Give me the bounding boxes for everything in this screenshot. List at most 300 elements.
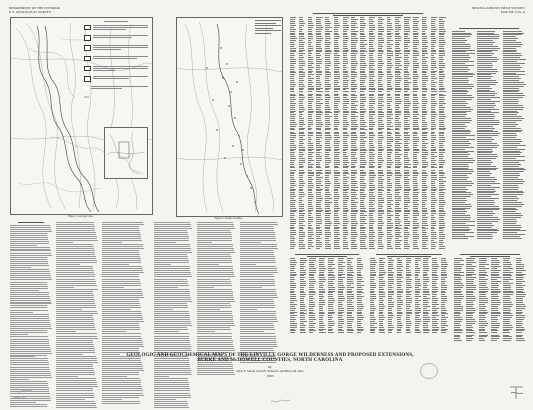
table-cell bbox=[395, 202, 399, 203]
table-cell bbox=[503, 63, 526, 64]
table-cell bbox=[431, 74, 436, 75]
text-line bbox=[10, 318, 49, 319]
text-line bbox=[197, 342, 233, 343]
text-line bbox=[154, 336, 189, 337]
table-cell bbox=[423, 275, 427, 276]
handwritten-annotation-left bbox=[12, 388, 34, 403]
table-cell bbox=[395, 246, 400, 247]
table-cell bbox=[290, 137, 296, 138]
table-cell bbox=[422, 183, 426, 184]
table-cell bbox=[413, 152, 419, 153]
table-cell bbox=[452, 202, 465, 203]
table-cell bbox=[379, 306, 385, 307]
text-line bbox=[56, 313, 98, 314]
table-cell bbox=[316, 132, 320, 133]
table-cell bbox=[432, 279, 438, 280]
table-cell bbox=[290, 143, 294, 144]
table-cell bbox=[325, 147, 331, 148]
table-cell bbox=[466, 312, 475, 313]
figure1-caption: Figure 1. Geologic map bbox=[68, 215, 93, 218]
table-cell bbox=[290, 114, 296, 115]
table-cell bbox=[357, 270, 361, 271]
table-cell bbox=[466, 292, 474, 293]
table-cell bbox=[378, 132, 383, 133]
table-cell bbox=[360, 158, 364, 159]
text-line bbox=[154, 252, 192, 253]
table-cell bbox=[477, 202, 495, 203]
text-line bbox=[154, 303, 187, 304]
table-cell bbox=[378, 198, 384, 199]
table-cell bbox=[439, 40, 445, 41]
table-cell bbox=[452, 124, 465, 125]
table-cell bbox=[477, 200, 493, 201]
table-cell bbox=[387, 217, 392, 218]
table-cell bbox=[357, 262, 361, 263]
text-line bbox=[197, 281, 231, 282]
table-cell bbox=[423, 304, 428, 305]
text-line bbox=[197, 232, 231, 233]
table-cell bbox=[431, 101, 437, 102]
table-cell bbox=[299, 145, 304, 146]
table-cell bbox=[360, 31, 364, 32]
table-cell bbox=[413, 84, 417, 85]
table-cell bbox=[503, 154, 520, 155]
handwriting-scribble bbox=[508, 384, 526, 402]
table-cell bbox=[351, 135, 357, 136]
table-cell bbox=[491, 338, 499, 339]
table-cell bbox=[290, 236, 294, 237]
table-cell bbox=[432, 321, 437, 322]
table-cell bbox=[290, 149, 296, 150]
table-cell bbox=[370, 272, 376, 273]
table-cell bbox=[479, 274, 486, 275]
table-cell bbox=[360, 109, 365, 110]
table-cell bbox=[378, 175, 384, 176]
table-cell bbox=[290, 315, 297, 316]
table-cell bbox=[431, 225, 436, 226]
table-cell bbox=[300, 274, 306, 275]
table-cell bbox=[351, 116, 357, 117]
table-cell bbox=[415, 281, 421, 282]
table-cell bbox=[360, 78, 366, 79]
table-cell bbox=[316, 116, 320, 117]
table-cell bbox=[387, 166, 391, 167]
table-cell bbox=[370, 287, 376, 288]
table-cell bbox=[477, 33, 493, 34]
table-cell bbox=[347, 327, 351, 328]
table-cell bbox=[439, 46, 443, 47]
table-cell bbox=[452, 101, 466, 102]
table-cell bbox=[404, 234, 410, 235]
table-cell bbox=[290, 152, 295, 153]
table-cell bbox=[404, 86, 409, 87]
table-cell bbox=[404, 76, 409, 77]
table-cell bbox=[452, 147, 474, 148]
table-cell bbox=[308, 48, 314, 49]
table-cell bbox=[432, 302, 437, 303]
table-cell bbox=[413, 21, 419, 22]
table-cell bbox=[387, 107, 391, 108]
table-cell bbox=[290, 99, 296, 100]
table-cell bbox=[360, 34, 365, 35]
table-cell bbox=[379, 332, 386, 333]
table-cell bbox=[479, 300, 489, 301]
table-cell bbox=[357, 310, 362, 311]
table-cell bbox=[477, 169, 495, 170]
text-line bbox=[240, 244, 277, 245]
table-cell bbox=[316, 128, 320, 129]
table-cell bbox=[479, 289, 489, 290]
text-line bbox=[56, 390, 93, 391]
table-cell bbox=[378, 112, 384, 113]
table-cell bbox=[431, 126, 437, 127]
table-cell bbox=[299, 141, 304, 142]
table-cell bbox=[466, 283, 473, 284]
table-cell bbox=[477, 116, 495, 117]
text-line bbox=[154, 315, 190, 316]
table-cell bbox=[439, 242, 443, 243]
table-cell bbox=[378, 162, 383, 163]
table-cell bbox=[343, 190, 347, 191]
text-line bbox=[197, 344, 233, 345]
table-cell bbox=[387, 232, 391, 233]
table-cell bbox=[343, 143, 347, 144]
table-cell bbox=[379, 289, 384, 290]
table-cell bbox=[413, 23, 418, 24]
table-cell bbox=[309, 325, 314, 326]
table-cell bbox=[395, 145, 400, 146]
table-cell bbox=[413, 126, 419, 127]
table-cell bbox=[491, 323, 499, 324]
table-cell bbox=[395, 118, 399, 119]
text-line bbox=[154, 305, 188, 306]
table-cell bbox=[387, 187, 392, 188]
table-cell bbox=[316, 187, 320, 188]
table-cell bbox=[406, 279, 413, 280]
table-cell bbox=[395, 234, 400, 235]
table-cell bbox=[369, 225, 373, 226]
table-cell bbox=[395, 242, 400, 243]
table-cell bbox=[452, 130, 470, 131]
table-cell bbox=[316, 223, 322, 224]
table-cell bbox=[404, 173, 409, 174]
table-cell bbox=[360, 118, 364, 119]
text-line bbox=[240, 295, 277, 296]
table-cell bbox=[439, 156, 443, 157]
table-cell bbox=[300, 275, 305, 276]
table-cell bbox=[387, 246, 393, 247]
table-cell bbox=[325, 173, 330, 174]
table-cell bbox=[379, 291, 383, 292]
table-cell bbox=[452, 126, 467, 127]
table-cell bbox=[491, 300, 500, 301]
table-cell bbox=[351, 177, 355, 178]
table-cell bbox=[334, 29, 338, 30]
table-cell bbox=[431, 213, 436, 214]
table-cell bbox=[351, 84, 356, 85]
table-cell bbox=[466, 272, 473, 273]
table-cell bbox=[422, 84, 427, 85]
text-line bbox=[102, 274, 139, 275]
table-cell bbox=[387, 33, 393, 34]
table-cell bbox=[343, 150, 347, 151]
table-cell bbox=[423, 262, 428, 263]
table-cell bbox=[413, 107, 419, 108]
table-cell bbox=[479, 262, 487, 263]
table-cell bbox=[351, 101, 357, 102]
table-cell bbox=[308, 177, 312, 178]
table-cell bbox=[395, 152, 399, 153]
table-cell bbox=[309, 258, 316, 259]
table-cell bbox=[290, 88, 294, 89]
table-cell bbox=[360, 167, 365, 168]
table-cell bbox=[351, 141, 355, 142]
table-cell bbox=[503, 187, 520, 188]
table-cell bbox=[379, 304, 385, 305]
text-line bbox=[154, 399, 176, 400]
table-cell bbox=[300, 287, 304, 288]
table-cell bbox=[351, 248, 356, 249]
table-cell bbox=[404, 242, 408, 243]
table-cell bbox=[431, 236, 436, 237]
table-cell bbox=[369, 170, 374, 171]
table-cell bbox=[378, 17, 382, 18]
table-cell bbox=[369, 29, 375, 30]
table-cell bbox=[308, 129, 312, 130]
table-cell bbox=[360, 139, 364, 140]
table-cell bbox=[413, 137, 419, 138]
table-cell bbox=[466, 294, 473, 295]
text-line bbox=[56, 327, 95, 328]
table-cell bbox=[431, 51, 437, 52]
table-cell bbox=[503, 340, 511, 341]
table-cell bbox=[503, 298, 511, 299]
table-cell bbox=[343, 107, 348, 108]
table-cell bbox=[432, 266, 438, 267]
table-cell bbox=[360, 120, 365, 121]
table-cell bbox=[406, 285, 411, 286]
table-cell bbox=[316, 173, 322, 174]
table-cell bbox=[413, 149, 419, 150]
text-line bbox=[102, 338, 142, 339]
table-cell bbox=[319, 272, 324, 273]
table-cell bbox=[299, 38, 305, 39]
table-cell bbox=[379, 264, 384, 265]
table-cell bbox=[299, 105, 303, 106]
table-cell bbox=[423, 294, 430, 295]
table-cell bbox=[413, 145, 418, 146]
table-cell bbox=[290, 44, 295, 45]
table-cell bbox=[347, 313, 352, 314]
table-cell bbox=[406, 315, 410, 316]
table-cell bbox=[290, 302, 294, 303]
table-cell bbox=[347, 302, 353, 303]
table-cell bbox=[334, 145, 339, 146]
table-cell bbox=[439, 190, 443, 191]
table-cell bbox=[413, 105, 417, 106]
table-cell bbox=[334, 107, 338, 108]
table-cell bbox=[325, 143, 330, 144]
table-cell bbox=[299, 118, 304, 119]
table-cell bbox=[334, 202, 338, 203]
table-cell bbox=[439, 141, 445, 142]
table-cell bbox=[439, 34, 443, 35]
table-cell bbox=[388, 315, 394, 316]
table-cell bbox=[290, 31, 295, 32]
table-cell bbox=[369, 33, 374, 34]
table-cell bbox=[290, 319, 296, 320]
table-cell bbox=[360, 204, 364, 205]
table-cell bbox=[334, 152, 340, 153]
table-cell bbox=[378, 48, 382, 49]
table-cell bbox=[299, 48, 304, 49]
table-cell bbox=[308, 210, 313, 211]
table-cell bbox=[334, 57, 339, 58]
table-cell bbox=[308, 246, 314, 247]
table-cell bbox=[387, 234, 393, 235]
table-cell bbox=[413, 132, 417, 133]
table-cell bbox=[422, 48, 427, 49]
table-cell bbox=[308, 17, 312, 18]
table-cell bbox=[334, 114, 338, 115]
table-cell bbox=[452, 213, 465, 214]
table-cell bbox=[343, 206, 347, 207]
table-cell bbox=[299, 208, 304, 209]
table-cell bbox=[334, 80, 338, 81]
table-cell bbox=[308, 101, 314, 102]
table-cell bbox=[395, 112, 401, 113]
table-cell bbox=[325, 166, 330, 167]
table-cell bbox=[325, 187, 329, 188]
text-line bbox=[10, 362, 49, 363]
table-cell bbox=[325, 82, 329, 83]
table-cell bbox=[388, 308, 392, 309]
table-cell bbox=[422, 78, 428, 79]
table-cell bbox=[378, 88, 383, 89]
table-cell bbox=[347, 274, 351, 275]
text-line bbox=[154, 397, 191, 398]
text-line bbox=[10, 235, 47, 236]
table-cell bbox=[378, 103, 382, 104]
table-cell bbox=[343, 228, 347, 229]
text-line bbox=[10, 277, 51, 278]
table-cell bbox=[452, 133, 470, 134]
table-cell bbox=[290, 232, 296, 233]
table-cell bbox=[413, 240, 417, 241]
table-cell bbox=[503, 264, 512, 265]
table-cell bbox=[404, 152, 408, 153]
table-cell bbox=[431, 200, 437, 201]
table-cell bbox=[328, 266, 332, 267]
table-cell bbox=[479, 296, 486, 297]
table-cell bbox=[413, 192, 419, 193]
table-cell bbox=[439, 143, 443, 144]
table-cell bbox=[343, 78, 347, 79]
table-cell bbox=[423, 313, 428, 314]
table-cell bbox=[431, 160, 436, 161]
table-cell bbox=[479, 294, 487, 295]
table-cell bbox=[316, 234, 321, 235]
table-cell bbox=[397, 296, 402, 297]
table-cell bbox=[516, 268, 524, 269]
table-cell bbox=[290, 166, 294, 167]
table-cell bbox=[431, 217, 435, 218]
table-cell bbox=[431, 111, 435, 112]
table-cell bbox=[452, 40, 467, 41]
table-cell bbox=[503, 198, 519, 199]
table-cell bbox=[395, 232, 400, 233]
table-cell bbox=[452, 229, 471, 230]
table-cell bbox=[404, 208, 408, 209]
table-cell bbox=[343, 172, 348, 173]
table-cell bbox=[503, 116, 522, 117]
table-cell bbox=[299, 175, 303, 176]
sample-locality-map bbox=[176, 17, 283, 217]
table-cell bbox=[406, 300, 413, 301]
table-cell bbox=[369, 59, 374, 60]
table-cell bbox=[406, 292, 411, 293]
table-cell bbox=[316, 69, 320, 70]
table-cell bbox=[357, 289, 363, 290]
table-cell bbox=[369, 179, 373, 180]
text-line bbox=[10, 231, 52, 232]
text-line bbox=[102, 242, 122, 243]
table-cell bbox=[343, 162, 349, 163]
table-cell bbox=[351, 105, 357, 106]
table-cell bbox=[369, 55, 373, 56]
table-cell bbox=[477, 53, 494, 54]
table-cell bbox=[290, 78, 294, 79]
table-column bbox=[379, 258, 386, 334]
table-cell bbox=[422, 122, 427, 123]
table-cell bbox=[452, 217, 471, 218]
table-cell bbox=[441, 304, 445, 305]
table-cell bbox=[369, 141, 373, 142]
table-cell bbox=[369, 137, 374, 138]
table-cell bbox=[290, 27, 294, 28]
table-cell bbox=[290, 279, 295, 280]
table-cell bbox=[397, 275, 402, 276]
table-cell bbox=[395, 170, 400, 171]
table-cell bbox=[343, 194, 347, 195]
table-cell bbox=[360, 170, 364, 171]
table-cell bbox=[404, 19, 410, 20]
text-line bbox=[10, 253, 51, 254]
table-cell bbox=[369, 204, 374, 205]
table-cell bbox=[406, 291, 412, 292]
table-cell bbox=[431, 137, 437, 138]
table-cell bbox=[300, 332, 307, 333]
text-line bbox=[56, 274, 95, 275]
table-cell bbox=[477, 221, 497, 222]
table-cell bbox=[351, 61, 357, 62]
table-cell bbox=[441, 285, 447, 286]
text-line bbox=[197, 224, 234, 225]
table-cell bbox=[300, 272, 307, 273]
table-cell bbox=[404, 89, 410, 90]
table-cell bbox=[357, 327, 363, 328]
table-cell bbox=[300, 279, 304, 280]
table-cell bbox=[378, 170, 383, 171]
table-cell bbox=[503, 55, 522, 56]
table-cell bbox=[379, 329, 385, 330]
table-cell bbox=[479, 315, 485, 316]
text-line bbox=[154, 268, 190, 269]
table-cell bbox=[299, 129, 304, 130]
table-cell bbox=[316, 135, 322, 136]
table-cell bbox=[404, 141, 408, 142]
handwriting-scribble bbox=[12, 388, 34, 402]
